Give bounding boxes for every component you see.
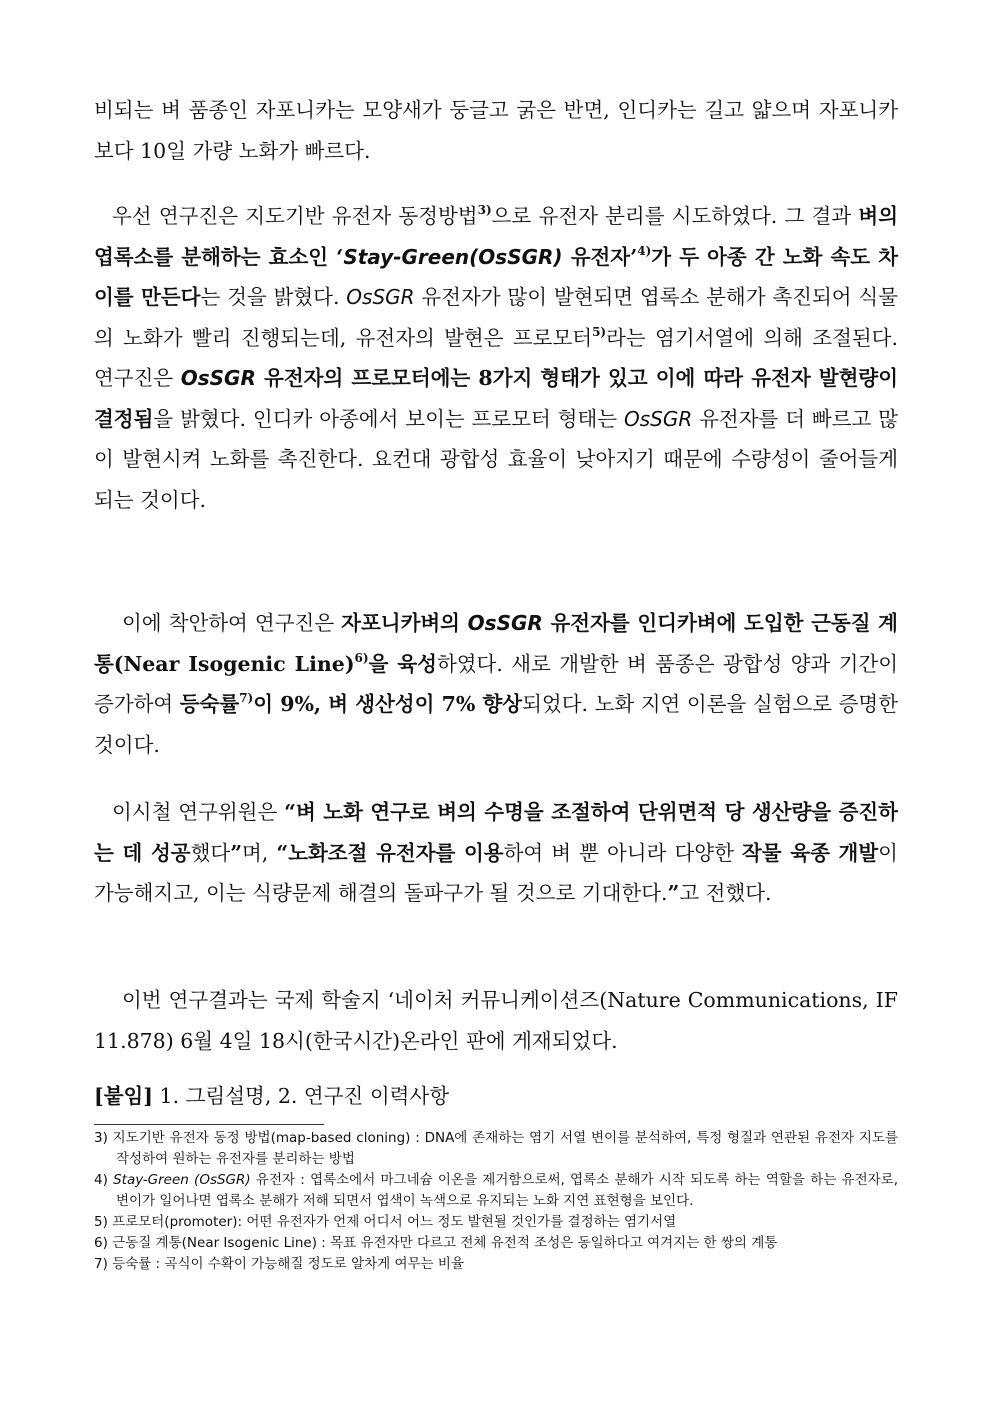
gene-name: Stay-Green (OsSGR) [113, 1172, 251, 1188]
paragraph-text: 이번 연구결과는 국제 학술지 ‘네이처 커뮤니케이션즈(Nature Communications, IF 11.878) 6월 4일 18시(한국시간)온라인 판에 게재되었다. [94, 988, 898, 1053]
text-run: 유전자가 많이 발현되면 엽록소 분해가 촉진되어 식물의 노화가 빨리 진행되는데, 유전자의 발현은 프로모터 [94, 285, 898, 350]
footnote-text: 유전자 : 엽록소에서 마그네슘 이온을 제거함으로써, 엽록소 분해가 시작 되도록 하는 역할을 하는 유전자로, 변이가 일어나면 엽록소 분해가 저해 되면서 엽색이 녹색으로 유지되는 노화 지연 표현형을 보인다. [116, 1172, 898, 1209]
footnote-divider [94, 1124, 324, 1125]
text-run: 유전자를 더 빠르고 많이 발현시켜 노화를 촉진한다. 요컨대 광합성 효율이 낮아지기 때문에 수량성이 줄어들게 되는 것이다. [94, 406, 899, 512]
text-run: 는 것을 밝혔다. [200, 285, 347, 309]
bold-run: 을 육성 [368, 651, 437, 676]
bold-run: 등숙률 [179, 692, 240, 716]
bold-run: ” [667, 881, 680, 905]
text-run: 이시철 연구위원은 [112, 800, 285, 824]
attachment-text: 1. 그림설명, 2. 연구진 이력사항 [153, 1084, 450, 1108]
text-run: 며, [242, 840, 277, 865]
bold-run: 가 두 아종 간 노화 속도 차이를 만든다 [94, 244, 899, 309]
text-run: 하였다. 새로 개발한 벼 품종은 광합성 양과 기간이 증가하여 [94, 651, 898, 716]
bold-run: ” [230, 840, 242, 865]
gene-name: OsSGR [467, 611, 543, 635]
paragraph-breeding-result [94, 603, 898, 765]
paragraph-text: 비되는 벼 품종인 자포니카는 모양새가 둥글고 굵은 반면, 인디카는 길고 얇으며 자포니카보다 10일 가량 노화가 빠르다. [94, 98, 898, 163]
text-run: 고 전했다. [679, 881, 772, 905]
gene-name: Stay-Green(OsSGR) [343, 244, 563, 269]
attachment-label: [붙임] [94, 1084, 154, 1108]
text-run: 이에 착안하여 연구진은 [122, 611, 342, 635]
bold-run: 이 9%, 벼 생산성이 7% 향상 [253, 692, 523, 716]
text-run: 으로 유전자 분리를 시도하였다. 그 결과 [491, 204, 859, 228]
footnote-4 [94, 1170, 898, 1212]
footnote-ref-3[interactable]: 3) [477, 203, 492, 217]
gene-name: OsSGR [346, 285, 415, 309]
footnote-ref-6[interactable]: 6) [354, 650, 369, 665]
bold-run: 유전자의 프로모터에는 8가지 형태가 있고 이에 따라 유전자 발현량이 결정됨 [94, 366, 898, 431]
bold-run: 유전자를 인디카벼에 도입한 근동질 계통(Near Isogenic Line) [94, 611, 898, 676]
text-run: 되었다. 노화 지연 이론을 실험으로 증명한 것이다. [94, 692, 899, 757]
gene-name: OsSGR [623, 406, 693, 431]
attachment-line [94, 1076, 449, 1116]
bold-run: 유전자’ [562, 244, 638, 269]
text-run: 이 가능해지고, 이는 식량문제 해결의 돌파구가 될 것으로 기대한다. [94, 840, 898, 905]
bold-run: 벼의 엽록소를 분해하는 효소인 ‘ [94, 204, 898, 269]
bold-run: 작물 육종 개발 [741, 840, 879, 865]
paragraph-researcher-quote [94, 792, 898, 914]
text-run: 하여 벼 뿐 아니라 다양한 [503, 840, 742, 865]
paragraph-gene-discovery [94, 196, 898, 520]
text-run: 우선 연구진은 지도기반 유전자 동정방법 [112, 204, 478, 228]
bold-run: 자포니카벼의 [341, 611, 468, 635]
footnote-5: 5) 프로모터(promoter): 어떤 유전자가 언제 어디서 어느 정도 발현될 것인가를 결정하는 염기서열 [94, 1214, 677, 1230]
footnotes [94, 1128, 898, 1275]
footnote-6: 6) 근동질 계통(Near Isogenic Line) : 목표 유전자만 다르고 전체 유전적 조성은 동일하다고 여겨지는 한 쌍의 계통 [94, 1235, 778, 1251]
footnote-ref-4[interactable]: 4) [637, 243, 652, 258]
bold-run: “노화조절 유전자를 이용 [276, 840, 504, 865]
footnote-number: 4) [94, 1172, 114, 1188]
text-run: 라는 염기서열에 의해 조절된다. 연구진은 [94, 325, 898, 390]
paragraph-publication [94, 980, 898, 1061]
footnote-7: 7) 등숙률 : 곡식이 수확이 가능해질 정도로 알차게 여무는 비율 [94, 1256, 465, 1272]
text-run: 했다 [190, 840, 231, 865]
bold-run: “벼 노화 연구로 벼의 수명을 조절하여 단위면적 당 생산량을 증진하는 데 성공 [94, 800, 898, 865]
footnote-3: 3) 지도기반 유전자 동정 방법(map-based cloning) : DNA에 존재하는 염기 서열 변이를 분석하여, 특정 형질과 연관된 유전자 지도를 작성하여 원하는 유전자를 분리하는 방법 [94, 1130, 898, 1167]
footnote-ref-5[interactable]: 5) [592, 324, 607, 339]
gene-name: OsSGR [180, 366, 256, 390]
footnote-ref-7[interactable]: 7) [239, 691, 254, 705]
paragraph-rice-varieties [94, 90, 898, 171]
text-run: 을 밝혔다. 인디카 아종에서 보이는 프로모터 형태는 [153, 406, 624, 431]
